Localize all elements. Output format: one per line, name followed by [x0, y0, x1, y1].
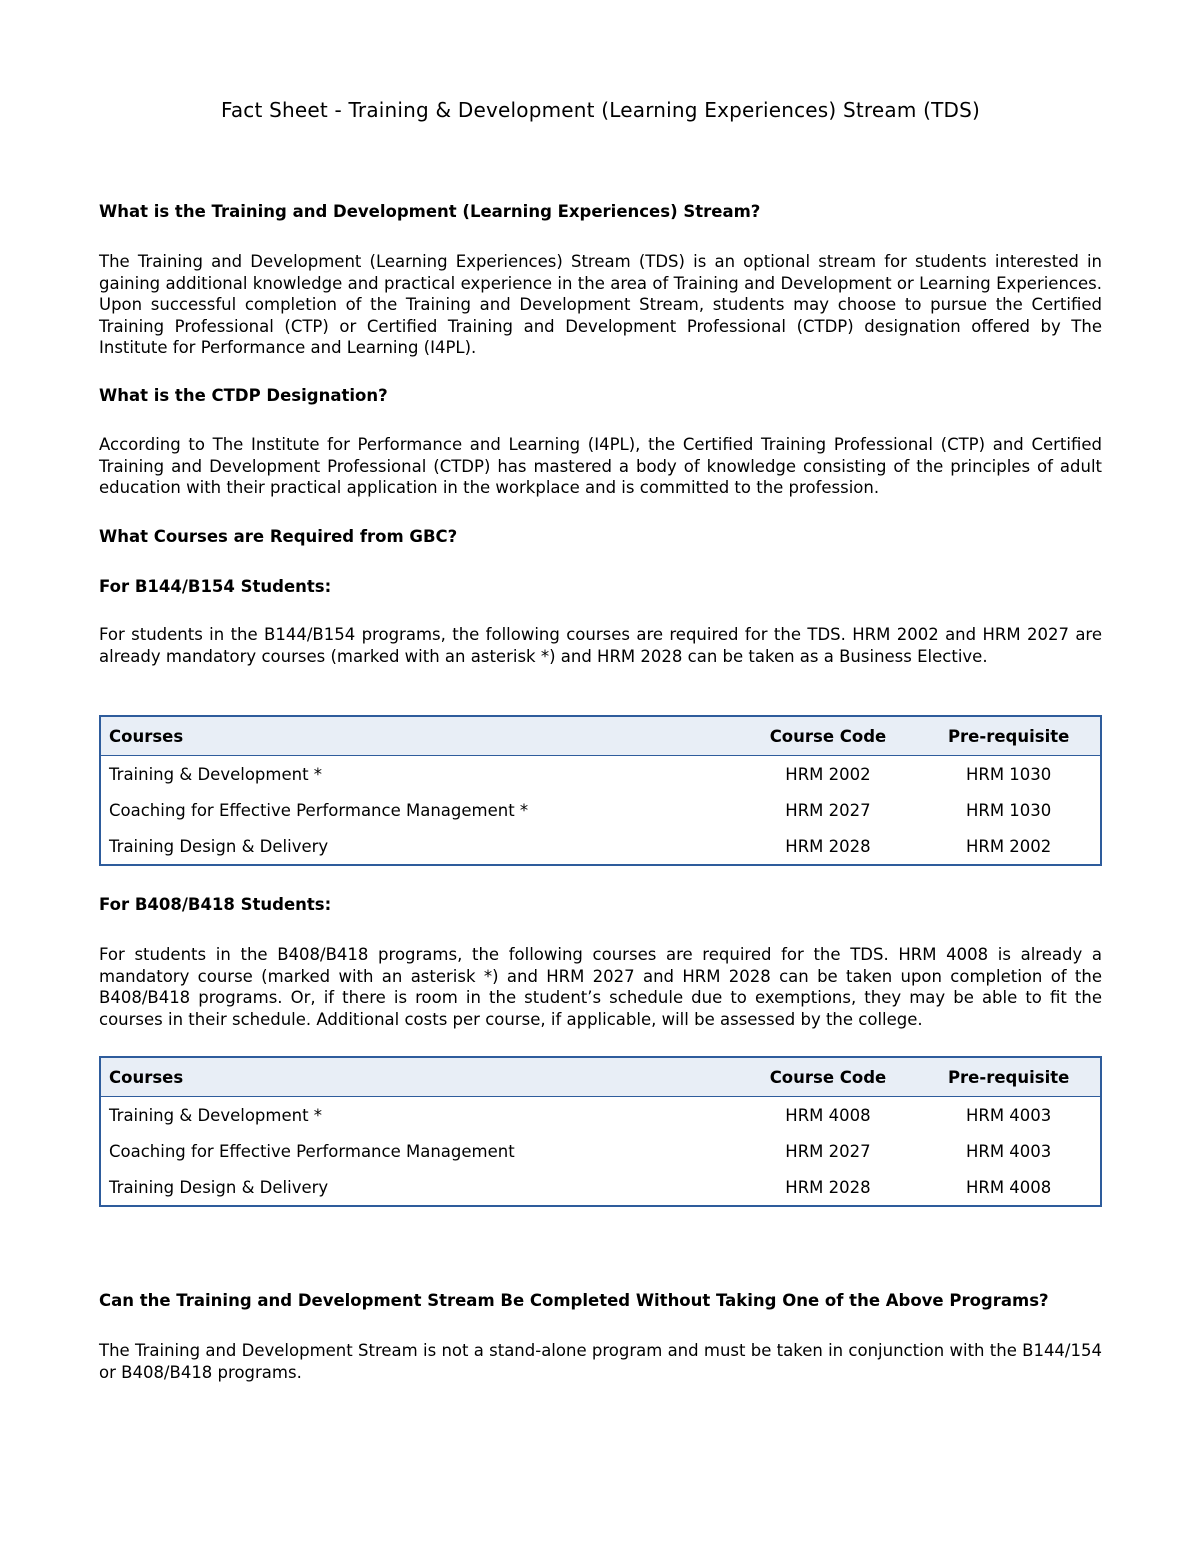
course-name-cell: Coaching for Effective Performance Management *: [109, 800, 529, 820]
heading-what-is-stream: What is the Training and Development (Learning Experiences) Stream?: [99, 202, 761, 221]
course-name-cell: Training Design & Delivery: [109, 1177, 329, 1197]
course-code-cell: HRM 4008: [785, 1105, 871, 1125]
course-name-cell: Coaching for Effective Performance Management: [109, 1141, 515, 1161]
heading-ctdp-designation: What is the CTDP Designation?: [99, 386, 388, 405]
course-code-cell: HRM 2028: [785, 836, 871, 856]
prerequisite-cell: HRM 2002: [965, 836, 1052, 856]
heading-b408-students: For B408/B418 Students:: [99, 895, 332, 914]
table-row: [100, 1133, 1101, 1169]
course-name-cell: Training Design & Delivery: [109, 836, 329, 856]
prerequisite-cell: HRM 1030: [965, 800, 1052, 820]
b408-courses-table: [99, 1056, 1102, 1207]
column-header-courses: Courses: [100, 716, 739, 756]
prerequisite-cell: HRM 1030: [965, 764, 1052, 784]
paragraph-ctdp-description: According to The Institute for Performance and Learning (I4PL), the Certified Training Professional (CTP) and Certified Training and Development Professional (CTDP) has mastered a body of knowledge consisting of the principles of adult education with their practical application in the workplace and is committed to the profession.: [99, 435, 1102, 497]
table-row: [100, 792, 1101, 828]
heading-standalone-question: Can the Training and Development Stream Be Completed Without Taking One of the Above Programs?: [99, 1291, 1049, 1310]
prerequisite-cell: HRM 4008: [965, 1177, 1052, 1197]
page-title: Fact Sheet - Training & Development (Learning Experiences) Stream (TDS): [220, 98, 981, 122]
heading-b144-students: For B144/B154 Students:: [99, 577, 332, 596]
paragraph-stream-description: The Training and Development (Learning Experiences) Stream (TDS) is an optional stream for students interested in gaining additional knowledge and practical experience in the area of Training and Development or Learning Experiences. Upon successful completion of the Training and Development Stream, students may choose to pursue the Certified Training Professional (CTP) or Certified Training and Development Professional (CTDP) designation offered by The Institute for Performance and Learning (I4PL).: [99, 252, 1102, 357]
table-header-row: [100, 1057, 1101, 1097]
table-row: [100, 1097, 1101, 1134]
b144-courses-table: [99, 715, 1102, 866]
paragraph-b144-requirements: For students in the B144/B154 programs, the following courses are required for the TDS. HRM 2002 and HRM 2027 are already mandatory courses (marked with an asterisk *) and HRM 2028 can be taken as a Business Elective.: [99, 625, 1102, 666]
column-header-course-code: Course Code: [739, 716, 918, 756]
paragraph-standalone-answer: The Training and Development Stream is not a stand-alone program and must be taken in conjunction with the B144/154 or B408/B418 programs.: [99, 1341, 1102, 1382]
table-row: [100, 828, 1101, 865]
table-row: [100, 1169, 1101, 1206]
column-header-courses: Courses: [100, 1057, 739, 1097]
course-code-cell: HRM 2027: [785, 800, 871, 820]
prerequisite-cell: HRM 4003: [965, 1141, 1052, 1161]
column-header-course-code: Course Code: [739, 1057, 918, 1097]
course-name-cell: Training & Development *: [109, 1105, 323, 1125]
prerequisite-cell: HRM 4003: [965, 1105, 1052, 1125]
table-row: [100, 756, 1101, 793]
column-header-prerequisite: Pre-requisite: [917, 716, 1101, 756]
paragraph-b408-requirements: For students in the B408/B418 programs, the following courses are required for the TDS. HRM 4008 is already a mandatory course (marked with an asterisk *) and HRM 2027 and HRM 2028 can be taken upon completion of the B408/B418 programs. Or, if there is room in the student’s schedule due to exemptions, they may be able to fit the courses in their schedule. Additional costs per course, if applicable, will be assessed by the college.: [99, 945, 1102, 1029]
course-code-cell: HRM 2027: [785, 1141, 871, 1161]
column-header-prerequisite: Pre-requisite: [917, 1057, 1101, 1097]
heading-required-courses: What Courses are Required from GBC?: [99, 527, 458, 546]
table-header-row: [100, 716, 1101, 756]
course-name-cell: Training & Development *: [109, 764, 323, 784]
course-code-cell: HRM 2002: [785, 764, 871, 784]
course-code-cell: HRM 2028: [785, 1177, 871, 1197]
